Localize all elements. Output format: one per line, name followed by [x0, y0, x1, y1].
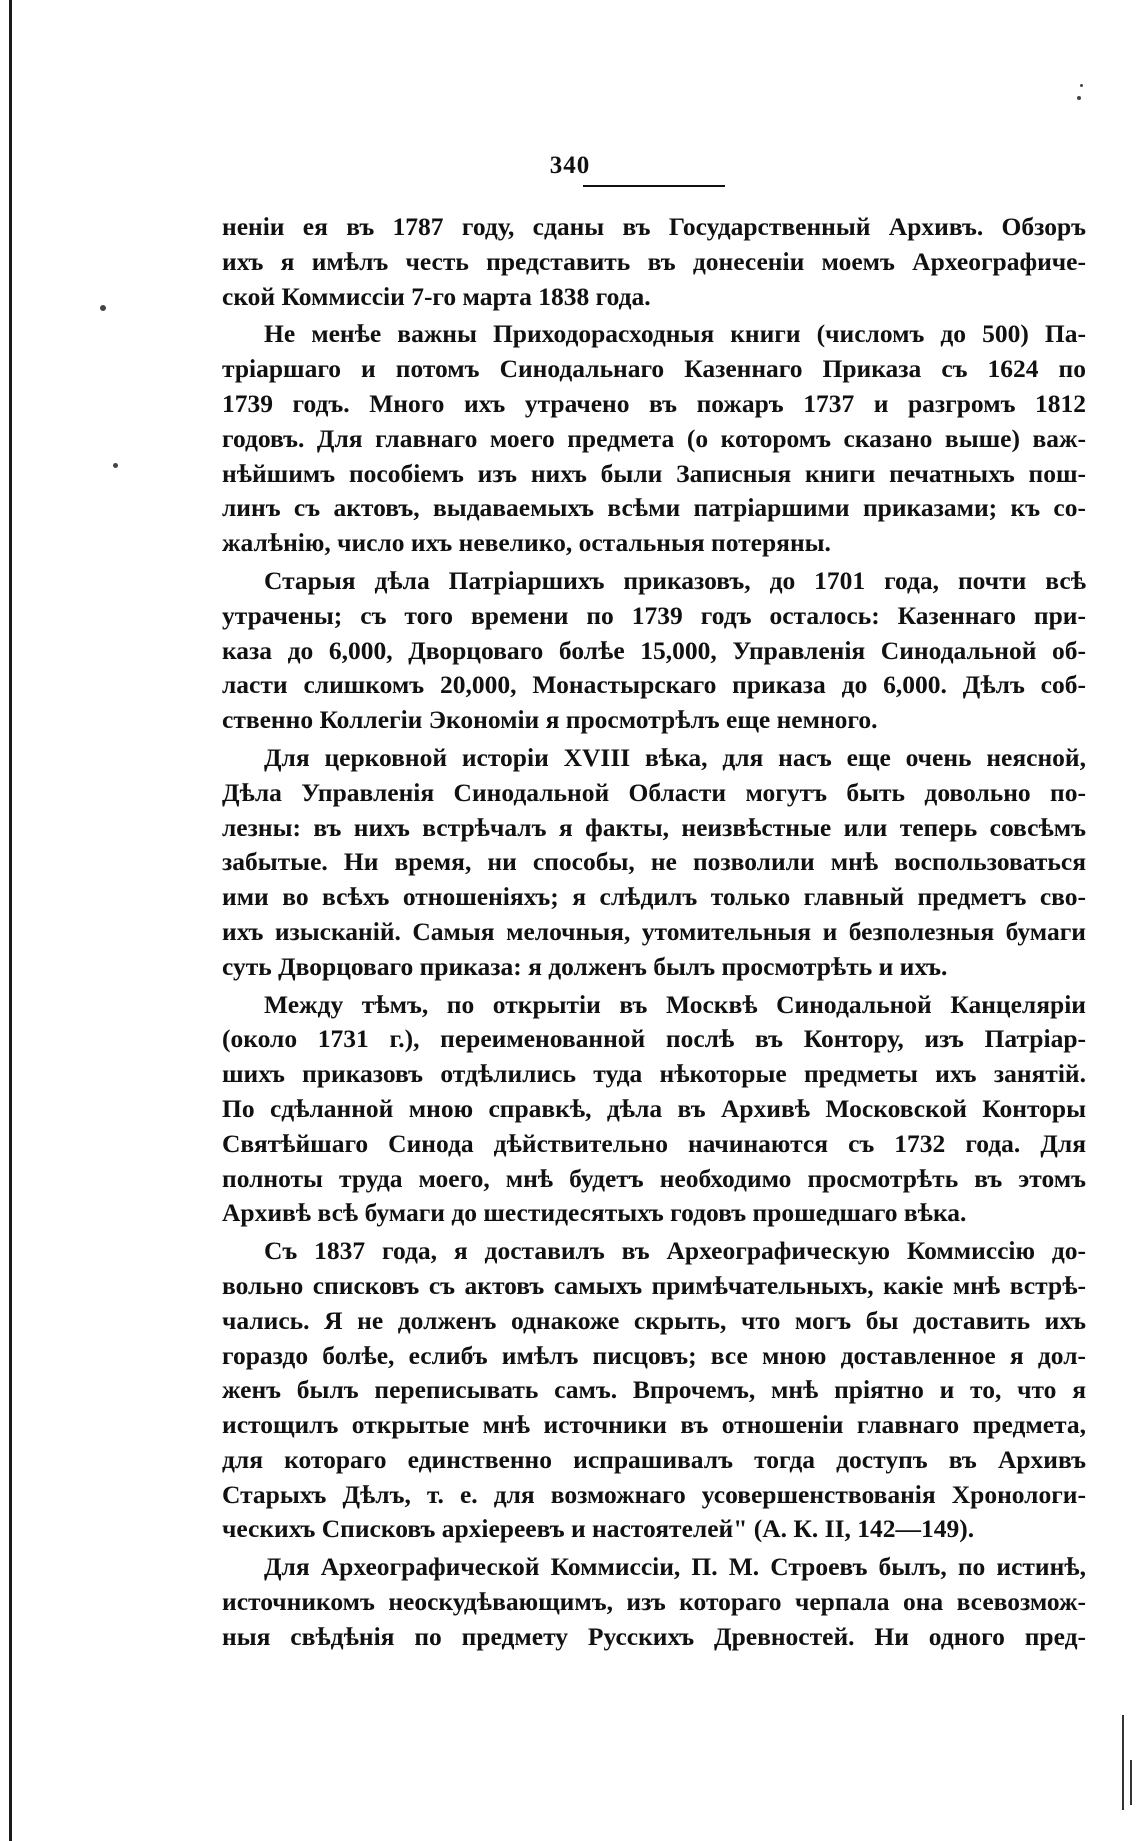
text-line: годовъ. Для главнаго моего предмета (о которомъ сказано выше) важ- — [222, 423, 1086, 453]
text-line: утрачены; съ того времени по 1739 годъ осталось: Казеннаго при- — [222, 600, 1086, 630]
paragraph — [222, 210, 1086, 314]
text-line: вольно списковъ съ актовъ самыхъ примѣчательныхъ, какіе мнѣ встрѣ- — [222, 1270, 1086, 1300]
text-line: ихъ я имѣлъ честь представить въ донесеніи моемъ Археографиче- — [222, 246, 1086, 276]
text-line: лезны: въ нихъ встрѣчалъ я факты, неизвѣстные или теперь совсѣмъ — [222, 812, 1086, 842]
text-line: Старыя дѣла Патріаршихъ приказовъ, до 1701 года, почти всѣ — [264, 565, 1086, 595]
text-line: Старыхъ Дѣлъ, т. е. для возможнаго усовершенствованія Хронологи- — [222, 1479, 1086, 1509]
text-line: Для Археографической Коммиссіи, П. М. Строевъ былъ, по истинѣ, — [264, 1552, 1086, 1582]
text-line: линъ съ актовъ, выдаваемыхъ всѣми патріаршими приказами; къ со- — [222, 493, 1086, 523]
text-line: Архивѣ всѣ бумаги до шестидесятыхъ годовъ прошедшаго вѣка. — [222, 1198, 967, 1228]
paragraph — [222, 1550, 1086, 1654]
paragraph — [222, 564, 1086, 738]
paragraph — [222, 317, 1086, 561]
paragraph — [222, 741, 1086, 985]
scan-margin-mark — [1130, 1760, 1132, 1805]
text-line: Не менѣе важны Приходорасходныя книги (числомъ до 500) Па- — [264, 319, 1086, 349]
scan-margin-mark — [1122, 1715, 1124, 1810]
scan-speck — [1080, 84, 1083, 87]
scan-speck — [100, 305, 106, 311]
text-line: тріаршаго и потомъ Синодальнаго Казеннаго Приказа съ 1624 по — [222, 354, 1086, 384]
text-line: ими во всѣхъ отношеніяхъ; я слѣдилъ только главный предметъ сво- — [222, 882, 1086, 912]
text-line: ственно Коллегіи Экономіи я просмотрѣлъ еще немного. — [222, 705, 878, 735]
text-line: для котораго единственно испрашивалъ тогда доступъ въ Архивъ — [222, 1444, 1086, 1474]
paragraph — [222, 1234, 1086, 1547]
text-line: забытые. Ни время, ни способы, не позволили мнѣ воспользоваться — [222, 847, 1086, 877]
page-header — [0, 152, 1140, 180]
text-line: нѣйшимъ пособіемъ изъ нихъ были Записныя книги печатныхъ пош- — [222, 458, 1086, 488]
text-line: женъ былъ переписывать самъ. Впрочемъ, мнѣ пріятно и то, что я — [222, 1375, 1086, 1405]
text-line: суть Дворцоваго приказа: я долженъ былъ просмотрѣть и ихъ. — [222, 951, 948, 981]
text-line: По сдѣланной мною справкѣ, дѣла въ Архивѣ Московской Конторы — [222, 1093, 1086, 1123]
text-line: гораздо болѣе, еслибъ имѣлъ писцовъ; все мною доставленное я дол- — [222, 1340, 1086, 1370]
text-line: Между тѣмъ, по открытіи въ Москвѣ Синодальной Канцеляріи — [264, 989, 1086, 1019]
text-line: Святѣйшаго Синода дѣйствительно начинаются съ 1732 года. Для — [222, 1128, 1086, 1158]
text-line: Дѣла Управленія Синодальной Области могутъ быть довольно по- — [222, 777, 1086, 807]
text-line: полноты труда моего, мнѣ будетъ необходимо просмотрѣть въ этомъ — [222, 1163, 1086, 1193]
text-line: неніи ея въ 1787 году, сданы въ Государственный Архивъ. Обзоръ — [222, 212, 1086, 241]
page-edge-rule — [9, 0, 12, 1841]
text-line: 1739 годъ. Много ихъ утрачено въ пожаръ 1737 и разгромъ 1812 — [222, 388, 1086, 418]
text-line: ской Коммиссіи 7-го марта 1838 года. — [222, 281, 651, 311]
scan-speck — [113, 463, 118, 468]
text-line: истощилъ открытые мнѣ источники въ отношеніи главнаго предмета, — [222, 1410, 1086, 1440]
text-line: ихъ изысканій. Самыя мелочныя, утомительныя и безполезныя бумаги — [222, 916, 1086, 946]
text-line: источникомъ неоскудѣвающимъ, изъ котораго черпала она всевозмож- — [222, 1587, 1086, 1617]
text-line: (около 1731 г.), переименованной послѣ въ Контору, изъ Патріар- — [222, 1024, 1086, 1054]
text-line: Съ 1837 года, я доставилъ въ Археографическую Коммиссію до- — [264, 1236, 1086, 1266]
scan-speck — [1077, 96, 1081, 100]
page-number: 340 — [549, 152, 591, 179]
text-line: шихъ приказовъ отдѣлились туда нѣкоторые предметы ихъ занятій. — [222, 1059, 1086, 1089]
text-line: ческихъ Списковъ архіереевъ и настоятелей" (А. К. II, 142—149). — [222, 1514, 975, 1544]
header-rule — [583, 185, 725, 187]
body-text — [222, 210, 1086, 1658]
text-line: каза до 6,000, Дворцоваго болѣе 15,000, Управленія Синодальной об- — [222, 635, 1086, 665]
paragraph — [222, 988, 1086, 1232]
text-line: Для церковной исторіи XVIII вѣка, для насъ еще очень неясной, — [264, 742, 1086, 772]
text-line: жалѣнію, число ихъ невелико, остальныя потеряны. — [222, 528, 831, 558]
text-line: ныя свѣдѣнія по предмету Русскихъ Древностей. Ни одного пред- — [222, 1621, 1086, 1651]
text-line: чались. Я не долженъ однакоже скрыть, что могъ бы доставить ихъ — [222, 1305, 1086, 1335]
text-line: ласти слишкомъ 20,000, Монастырскаго приказа до 6,000. Дѣлъ соб- — [222, 670, 1086, 700]
